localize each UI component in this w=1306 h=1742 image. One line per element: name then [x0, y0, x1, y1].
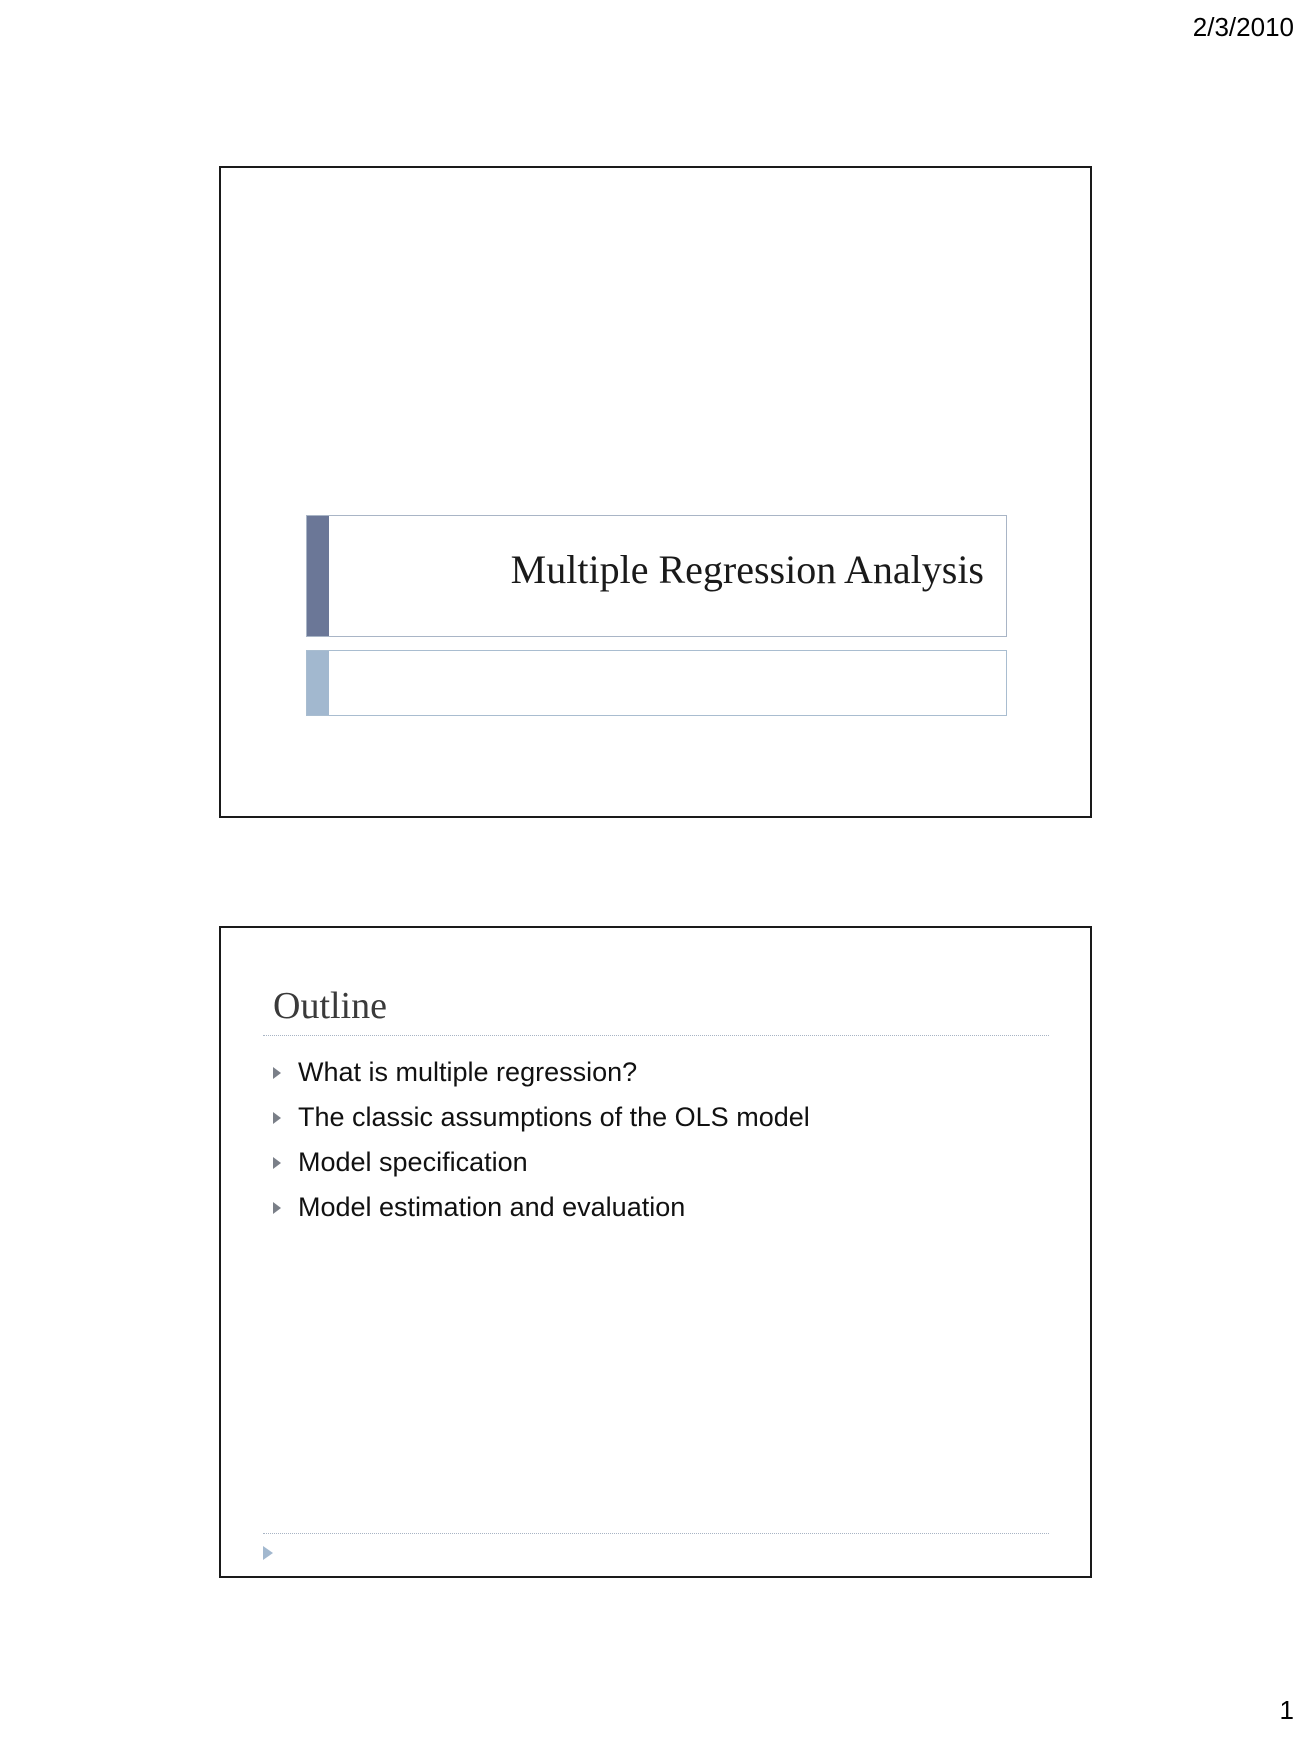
- slide-title-text: Multiple Regression Analysis: [510, 547, 984, 592]
- slide-title: [219, 166, 1092, 818]
- outline-title: Outline: [273, 985, 387, 1027]
- bullet-item: [273, 1095, 810, 1140]
- subtitle-placeholder: [306, 650, 1007, 716]
- bullet-item: [273, 1140, 810, 1185]
- subtitle-accent-bar: [307, 651, 329, 715]
- footer-divider: [263, 1533, 1049, 1534]
- triangle-right-icon: [273, 1157, 281, 1169]
- bullet-text: The classic assumptions of the OLS model: [298, 1102, 810, 1132]
- slide-outline: [219, 926, 1092, 1578]
- bullet-text: Model specification: [298, 1147, 528, 1177]
- title-accent-bar: [307, 516, 329, 636]
- triangle-right-icon: [273, 1067, 281, 1079]
- bullet-text: What is multiple regression?: [298, 1057, 638, 1087]
- footer-triangle-icon: [263, 1546, 273, 1560]
- page-date: 2/3/2010: [1192, 12, 1294, 42]
- title-divider: [263, 1035, 1049, 1036]
- bullet-item: [273, 1185, 810, 1230]
- bullet-item: [273, 1050, 810, 1095]
- title-placeholder: [306, 515, 1007, 637]
- triangle-right-icon: [273, 1112, 281, 1124]
- triangle-right-icon: [273, 1202, 281, 1214]
- page-number: 1: [1279, 1695, 1294, 1725]
- bullet-text: Model estimation and evaluation: [298, 1192, 686, 1222]
- bullet-list: [273, 1050, 810, 1230]
